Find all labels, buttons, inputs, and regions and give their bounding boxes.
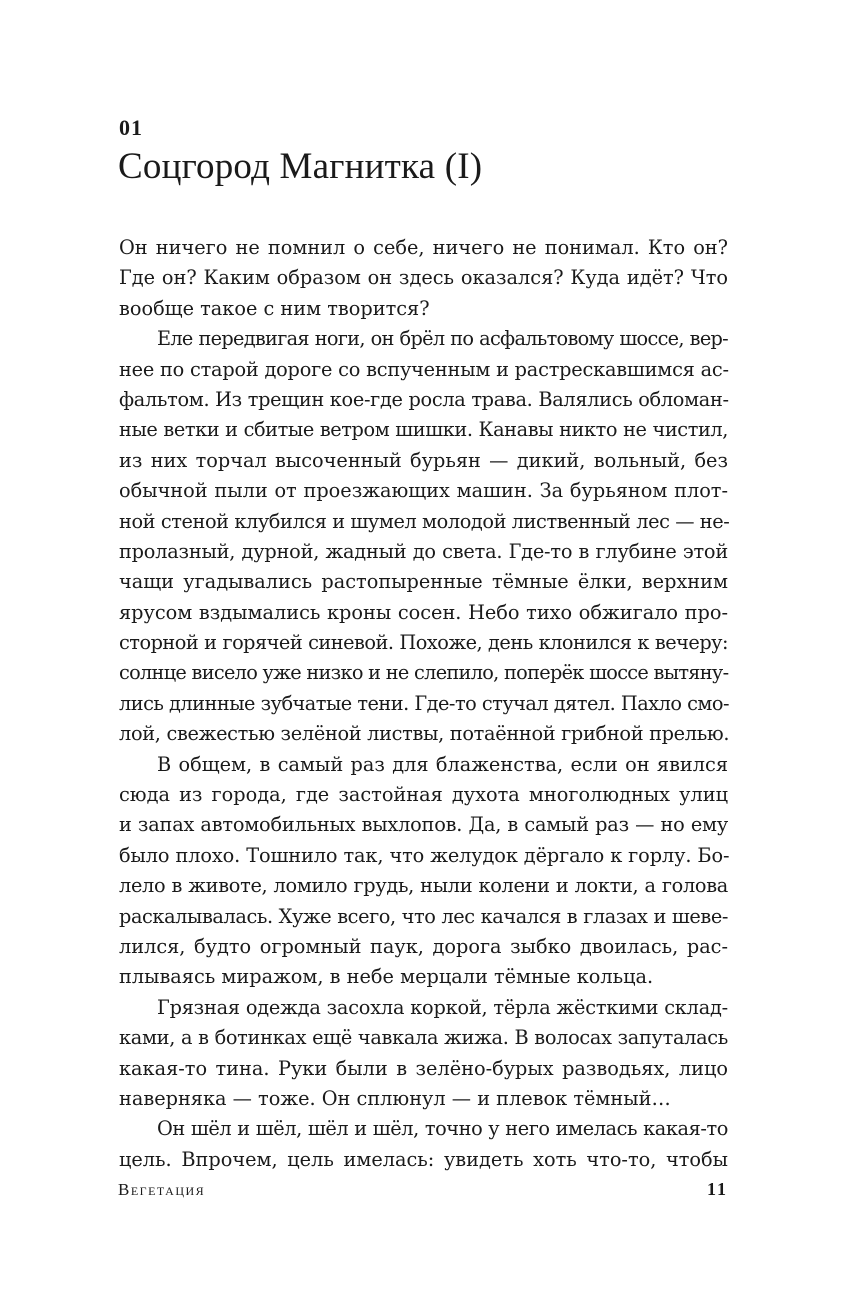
text-line: ной стеной клубился и шумел молодой лиственный лес — не- bbox=[119, 509, 730, 533]
text-line: было плохо. Тошнило так, что желудок дёргало к горлу. Бо- bbox=[119, 843, 730, 867]
text-line: чащи угадывались растопыренные тёмные ёлки, верхним bbox=[119, 570, 728, 594]
running-title: Вегетация bbox=[118, 1180, 206, 1199]
text-line: Еле передвигая ноги, он брёл по асфальтовому шоссе, вер- bbox=[157, 327, 728, 351]
chapter-title: Соцгород Магнитка (I) bbox=[118, 146, 483, 187]
text-line: Где он? Каким образом он здесь оказался? Куда идёт? Что bbox=[119, 266, 728, 290]
text-line: плываясь миражом, в небе мерцали тёмные кольца. bbox=[119, 965, 654, 989]
text-line: раскалывалась. Хуже всего, что лес качался в глазах и шеве- bbox=[119, 904, 728, 928]
text-line: лой, свежестью зелёной листвы, потаённой грибной прелью. bbox=[119, 722, 730, 746]
body-text bbox=[119, 233, 728, 1175]
text-line: ками, а в ботинках ещё чавкала жижа. В волосах запуталась bbox=[119, 1026, 728, 1050]
text-line: ярусом вздымались кроны сосен. Небо тихо обжигало про- bbox=[119, 600, 728, 624]
text-line: из них торчал высоченный бурьян — дикий, вольный, без bbox=[119, 448, 728, 472]
text-line: и запах автомобильных выхлопов. Да, в самый раз — но ему bbox=[119, 813, 728, 837]
page-number: 11 bbox=[706, 1179, 728, 1199]
text-line: лился, будто огромный паук, дорога зыбко двоилась, рас- bbox=[119, 934, 728, 958]
text-line: Он ничего не помнил о себе, ничего не понимал. Кто он? bbox=[119, 236, 728, 259]
text-line: Он шёл и шёл, шёл и шёл, точно у него имелась какая-то bbox=[157, 1117, 728, 1141]
text-line: пролазный, дурной, жадный до света. Где-то в глубине этой bbox=[119, 539, 728, 563]
text-line: какая-то тина. Руки были в зелёно-бурых разводьях, лицо bbox=[119, 1056, 728, 1080]
text-line: сюда из города, где застойная духота многолюдных улиц bbox=[119, 783, 728, 807]
text-line: сторной и горячей синевой. Похоже, день клонился к вечеру: bbox=[119, 631, 728, 655]
text-line: Грязная одежда засохла коркой, тёрла жёсткими склад- bbox=[157, 995, 728, 1019]
text-line: В общем, в самый раз для блаженства, если он явился bbox=[157, 752, 728, 776]
text-line: солнце висело уже низко и не слепило, поперёк шоссе вытяну- bbox=[119, 661, 729, 685]
text-line: фальтом. Из трещин кое-где росла трава. Валялись обломан- bbox=[119, 387, 729, 411]
text-line: лело в животе, ломило грудь, ныли колени и локти, а голова bbox=[119, 874, 728, 898]
text-line: обычной пыли от проезжающих машин. За бурьяном плот- bbox=[119, 479, 728, 503]
text-line: вообще такое с ним творится? bbox=[119, 296, 430, 320]
chapter-number: 01 bbox=[119, 115, 143, 140]
text-line: ные ветки и сбитые ветром шишки. Канавы никто не чистил, bbox=[119, 418, 728, 442]
text-line: нее по старой дороге со вспученным и растрескавшимся ас- bbox=[119, 357, 729, 381]
text-line: цель. Впрочем, цель имелась: увидеть хоть что-то, чтобы bbox=[119, 1147, 728, 1171]
text-line: лись длинные зубчатые тени. Где-то стучал дятел. Пахло смо- bbox=[119, 691, 729, 715]
text-line: наверняка — тоже. Он сплюнул — и плевок тёмный… bbox=[119, 1086, 671, 1110]
